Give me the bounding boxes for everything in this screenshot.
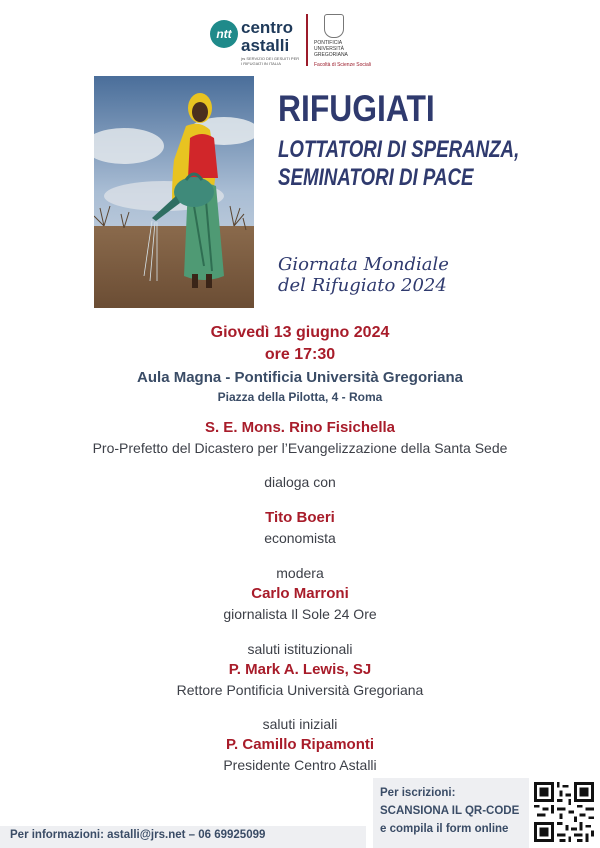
page-title: RIFUGIATI xyxy=(278,88,435,129)
qr-code-icon xyxy=(534,782,594,842)
guest-name: Tito Boeri xyxy=(265,509,335,526)
event-time: ore 17:30 xyxy=(264,346,336,363)
greetings-role: Rettore Pontificia Università Gregoriana xyxy=(176,682,424,698)
moderator-name: Carlo Marroni xyxy=(251,585,349,602)
initial-greetings-role: Presidente Centro Astalli xyxy=(223,757,377,773)
astalli-name-1: centro xyxy=(241,18,293,37)
registration-label: Per iscrizioni: xyxy=(380,787,456,799)
photo-illustration xyxy=(94,76,254,308)
greetings-label: saluti istituzionali xyxy=(247,641,353,657)
moderator-role: giornalista Il Sole 24 Ore xyxy=(223,606,377,622)
centro-astalli-logo xyxy=(208,16,298,64)
main-speaker-name: S. E. Mons. Rino Fisichella xyxy=(204,419,396,436)
subtitle-line-2: SEMINATORI DI PACE xyxy=(278,164,474,191)
astalli-subtitle: jrs SERVIZIO DEI GESUITI PER I RIFUGIATI IN ITALIA xyxy=(241,56,300,66)
registration-scan-instruction: SCANSIONA IL QR-CODE xyxy=(380,805,520,817)
gregoriana-name: PONTIFICIA UNIVERSITÀ GREGORIANA xyxy=(314,40,348,58)
subtitle-line-1: LOTTATORI DI SPERANZA, xyxy=(278,136,520,163)
connector-label: dialoga con xyxy=(264,474,336,490)
moderator-label: modera xyxy=(276,565,324,581)
event-venue: Aula Magna - Pontificia Università Gregoriana xyxy=(137,369,463,386)
event-name-line-1: Giornata Mondiale xyxy=(278,254,449,275)
logo-divider xyxy=(306,14,308,66)
guest-role: economista xyxy=(264,530,336,546)
gregoriana-logo xyxy=(312,14,382,70)
registration-qr-code[interactable] xyxy=(534,782,594,842)
initial-greetings-label: saluti iniziali xyxy=(262,716,338,732)
astalli-mark-icon: ntt xyxy=(210,20,238,48)
gregoriana-seal-icon xyxy=(324,14,344,38)
astalli-name-2: astalli xyxy=(241,36,290,55)
initial-greetings-name: P. Camillo Ripamonti xyxy=(225,736,375,753)
gregoriana-faculty: Facoltà di Scienze Sociali xyxy=(314,62,371,68)
event-date: Giovedì 13 giugno 2024 xyxy=(210,324,390,341)
greetings-name: P. Mark A. Lewis, SJ xyxy=(228,661,372,678)
main-speaker-role: Pro-Prefetto del Dicastero per l’Evangelizzazione della Santa Sede xyxy=(92,440,508,456)
refugee-woman-photo xyxy=(94,76,254,308)
registration-form-instruction: e compila il form online xyxy=(380,823,509,835)
contact-info: Per informazioni: astalli@jrs.net – 06 69925099 xyxy=(10,829,266,841)
event-address: Piazza della Pilotta, 4 - Roma xyxy=(217,390,383,404)
event-name-line-2: del Rifugiato 2024 xyxy=(278,275,447,296)
